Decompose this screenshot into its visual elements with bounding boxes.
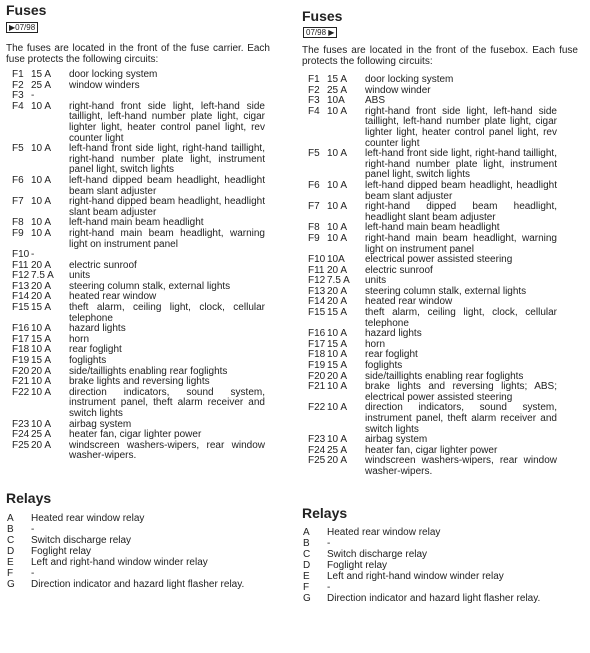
fuse-amperage: 15 A [31, 69, 52, 80]
fuse-id: F22 [12, 386, 30, 398]
fuse-amperage: - [31, 249, 35, 261]
fuse-amperage: 10 A [327, 402, 348, 414]
relay-description: - [327, 582, 331, 593]
relay-row [6, 524, 279, 535]
fuse-id: F17 [308, 338, 326, 350]
fuse-id: F25 [308, 455, 326, 467]
fuse-amperage: 10 A [327, 328, 348, 340]
fuse-amperage: 10 A [31, 344, 52, 356]
fuse-row [6, 229, 265, 250]
fuse-amperage: 25 A [31, 429, 52, 441]
fuse-amperage: 10 A [31, 227, 52, 239]
fuse-id: F21 [308, 381, 326, 393]
fuse-amperage: 20 A [327, 296, 348, 308]
relay-id: D [303, 560, 311, 571]
fuse-id: F17 [12, 333, 30, 345]
fuse-circuits: electric sunroof [69, 259, 137, 271]
fuse-id: F25 [12, 439, 30, 451]
fuse-circuits: hazard lights [69, 323, 126, 335]
fuse-amperage: 20 A [327, 285, 348, 297]
fuse-row [6, 81, 265, 92]
relay-description: Left and right-hand window winder relay [327, 571, 504, 582]
fuse-circuits: left-hand main beam headlight [365, 222, 500, 234]
fuse-amperage: 10 A [327, 105, 348, 117]
fuse-row [302, 149, 557, 181]
fuse-amperage: 25 A [31, 79, 52, 91]
fuse-row [6, 388, 265, 420]
fuse-amperage: 20 A [31, 291, 52, 303]
fuse-amperage: 15 A [327, 74, 348, 85]
fuse-id: F9 [308, 232, 320, 244]
relay-row [302, 571, 575, 582]
relay-description: - [31, 524, 35, 535]
relay-description: Foglight relay [31, 546, 92, 557]
fuse-circuits: door locking system [69, 69, 158, 80]
fuse-amperage: 7.5 A [327, 275, 350, 287]
fuse-circuits: right-hand dipped beam headlight, headlight slant beam adjuster [365, 201, 557, 223]
fuse-circuits: heater fan, cigar lighter power [365, 444, 498, 456]
relay-row [6, 535, 279, 546]
relay-row [6, 546, 279, 557]
relay-id: D [7, 546, 15, 557]
fuse-amperage: 15 A [327, 360, 348, 372]
fuse-circuits: theft alarm, ceiling light, clock, cellular telephone [365, 307, 557, 329]
fuse-circuits: windscreen washers-wipers, rear window washer-wipers. [69, 439, 265, 462]
fuse-circuits: left-hand dipped beam headlight, headlight beam slant adjuster [365, 179, 557, 202]
fuse-circuits: electric sunroof [365, 264, 433, 276]
fuse-circuits: brake lights and reversing lights [69, 376, 210, 388]
fuse-id: F7 [308, 201, 320, 213]
fuse-row [302, 456, 557, 477]
date-badge: 07/98 ▶ [303, 27, 337, 38]
relay-id: C [7, 535, 15, 546]
fuse-id: F13 [308, 285, 326, 297]
fuse-amperage: 10 A [31, 418, 52, 430]
fuse-amperage: 10A [327, 95, 345, 107]
fuse-amperage: 15 A [31, 355, 52, 367]
fuse-amperage: 15 A [327, 307, 348, 319]
fuse-circuits: left-hand dipped beam headlight, headlight beam slant adjuster [69, 174, 265, 197]
fuse-id: F2 [308, 84, 320, 96]
fuse-id: F11 [308, 264, 325, 276]
relay-row [302, 538, 575, 549]
relay-description: Switch discharge relay [327, 549, 428, 560]
fuse-row [302, 181, 557, 202]
fuse-circuits: horn [365, 338, 386, 350]
fuse-circuits: window winder [365, 84, 431, 96]
fuse-circuits: right-hand front side light, left-hand side taillight, left-hand number plate light, cigar lighter light, heater control panel light, rev counter light [69, 100, 265, 144]
relay-description: Left and right-hand window winder relay [31, 557, 208, 568]
fuse-circuits: hazard lights [365, 328, 422, 340]
date-badge: ▶07/98 [6, 22, 38, 33]
fuse-circuits: right-hand main beam headlight, warning light on instrument panel [69, 227, 265, 250]
fuse-circuits: rear foglight [365, 349, 418, 361]
fuse-circuits: theft alarm, ceiling light, clock, cellular telephone [69, 302, 265, 324]
fuse-circuits: foglights [365, 360, 403, 372]
fuse-row [6, 176, 265, 197]
fuse-id: F8 [308, 222, 320, 234]
fuse-amperage: 20 A [31, 259, 52, 271]
fuse-id: F5 [12, 143, 24, 155]
fuse-id: F6 [308, 179, 320, 191]
fuse-circuits: heater fan, cigar lighter power [69, 429, 202, 441]
relay-id: E [303, 571, 310, 582]
fuse-circuits: right-hand dipped beam headlight, headlight slant beam adjuster [69, 196, 265, 218]
relay-id: A [7, 513, 14, 524]
fuse-circuits: steering column stalk, external lights [69, 280, 231, 292]
fuse-circuits: right-hand front side light, left-hand side taillight, left-hand number plate light, cigar lighter light, heater control panel light, rev counter light [365, 105, 557, 149]
fuse-circuits: steering column stalk, external lights [365, 285, 527, 297]
fuse-amperage: 10 A [31, 143, 52, 155]
fuse-id: F2 [12, 79, 24, 91]
fuse-circuits: left-hand front side light, right-hand taillight, right-hand number plate light, instrument panel light, switch lights [69, 143, 265, 176]
fuse-amperage: 10 A [327, 232, 348, 244]
fuse-amperage: 20 A [327, 264, 348, 276]
relay-row [302, 582, 575, 593]
fuse-amperage: 20 A [31, 439, 52, 451]
fuse-row [302, 75, 557, 86]
relay-description: Direction indicator and hazard light flasher relay. [31, 579, 245, 590]
fuse-id: F20 [12, 365, 30, 377]
fuse-amperage: 15 A [327, 338, 348, 350]
fuse-id: F15 [308, 307, 326, 319]
fuse-amperage: 10 A [327, 434, 348, 446]
fuse-row [302, 234, 557, 255]
fuse-amperage: 20 A [31, 365, 52, 377]
fuse-id: F14 [308, 296, 326, 308]
relay-row [302, 549, 575, 560]
fuse-amperage: 10 A [31, 100, 52, 112]
fuse-id: F9 [12, 227, 24, 239]
relay-id: B [7, 524, 14, 535]
fuse-row [6, 441, 265, 462]
fuse-id: F22 [308, 402, 326, 414]
relay-id: B [303, 538, 310, 549]
fuse-circuits: window winders [69, 79, 140, 91]
relay-id: A [303, 527, 310, 538]
intro-text: The fuses are located in the front of the fusebox. Each fuse protects the following circuits: [302, 45, 578, 67]
fuse-id: F23 [12, 418, 30, 430]
relay-row [302, 593, 575, 604]
fuse-circuits: rear foglight [69, 344, 122, 356]
fuse-row [302, 107, 557, 149]
fuse-amperage: - [31, 90, 35, 102]
fuse-circuits: horn [69, 333, 90, 345]
fuse-id: F11 [12, 259, 29, 271]
fuse-amperage: 10 A [31, 196, 52, 208]
intro-text: The fuses are located in the front of the fuse carrier. Each fuse protects the following circuits: [6, 43, 270, 65]
relay-description: - [31, 568, 35, 579]
fuse-amperage: 10 A [327, 148, 348, 160]
fuse-id: F18 [12, 344, 30, 356]
relays-heading: Relays [302, 505, 348, 521]
relay-id: E [7, 557, 14, 568]
relay-description: Direction indicator and hazard light flasher relay. [327, 593, 541, 604]
fuse-list [6, 70, 265, 462]
fuse-amperage: 10A [327, 254, 345, 266]
fuse-circuits: direction indicators, sound system, instrument panel, theft alarm receiver and switch lights [69, 386, 265, 419]
relay-id: G [7, 579, 15, 590]
fuse-id: F18 [308, 349, 326, 361]
fuse-amperage: 10 A [31, 323, 52, 335]
relay-list [6, 513, 279, 590]
fuse-id: F15 [12, 302, 30, 314]
fuse-id: F12 [12, 270, 30, 282]
fuse-id: F6 [12, 174, 24, 186]
fuse-amperage: 10 A [31, 217, 52, 229]
fuse-amperage: 25 A [327, 444, 348, 456]
fuses-heading: Fuses [302, 8, 343, 24]
relay-description: Heated rear window relay [327, 527, 441, 538]
fuse-amperage: 10 A [327, 381, 348, 393]
fuse-id: F10 [12, 249, 30, 261]
fuse-circuits: door locking system [365, 74, 454, 85]
fuse-list [302, 75, 557, 478]
fuse-id: F19 [12, 355, 30, 367]
relay-row [302, 527, 575, 538]
fuse-amperage: 10 A [327, 349, 348, 361]
fuse-circuits: heated rear window [365, 296, 453, 308]
fuse-id: F14 [12, 291, 30, 303]
fuse-id: F4 [308, 105, 320, 117]
relay-id: C [303, 549, 311, 560]
relay-description: Heated rear window relay [31, 513, 145, 524]
fuse-id: F24 [12, 429, 30, 441]
fuse-circuits: brake lights and reversing lights; ABS; electrical power assisted steering [365, 381, 557, 403]
fuse-id: F20 [308, 370, 326, 382]
fuse-id: F23 [308, 434, 326, 446]
relay-id: G [303, 593, 311, 604]
fuse-id: F5 [308, 148, 320, 160]
fuse-id: F1 [12, 69, 24, 80]
fuse-row [302, 308, 557, 329]
relay-description: Switch discharge relay [31, 535, 132, 546]
fuse-amperage: 10 A [31, 174, 52, 186]
relay-row [6, 513, 279, 524]
fuse-circuits: side/taillights enabling rear foglights [365, 370, 524, 382]
fuse-id: F7 [12, 196, 24, 208]
fuse-amperage: 10 A [31, 386, 52, 398]
relay-row [6, 579, 279, 590]
fuse-row [6, 144, 265, 176]
relay-description: Foglight relay [327, 560, 388, 571]
fuse-circuits: foglights [69, 355, 107, 367]
fuse-amperage: 15 A [31, 333, 52, 345]
fuse-id: F21 [12, 376, 30, 388]
fuse-amperage: 20 A [327, 370, 348, 382]
relays-heading: Relays [6, 490, 52, 506]
fuse-amperage: 10 A [327, 179, 348, 191]
fuse-circuits: units [69, 270, 91, 282]
fuse-circuits: airbag system [365, 434, 428, 446]
relay-row [6, 568, 279, 579]
relay-row [302, 560, 575, 571]
fuse-id: F3 [12, 90, 24, 102]
fuse-circuits: units [365, 275, 387, 287]
fuse-row [6, 303, 265, 324]
fuses-heading: Fuses [6, 2, 47, 18]
fuse-circuits: airbag system [69, 418, 132, 430]
relay-list [302, 527, 575, 604]
fuse-circuits: windscreen washers-wipers, rear window washer-wipers. [365, 455, 557, 477]
fuse-id: F10 [308, 254, 326, 266]
fuse-id: F12 [308, 275, 326, 287]
relay-description: - [327, 538, 331, 549]
fuse-circuits: right-hand main beam headlight, warning light on instrument panel [365, 232, 557, 255]
relay-row [6, 557, 279, 568]
fuse-id: F13 [12, 280, 30, 292]
fuse-row [6, 70, 265, 81]
fuse-amperage: 7.5 A [31, 270, 54, 282]
fuse-row [6, 197, 265, 218]
fuse-amperage: 20 A [31, 280, 52, 292]
fuse-amperage: 10 A [327, 201, 348, 213]
fuse-amperage: 15 A [31, 302, 52, 314]
fuse-amperage: 10 A [327, 222, 348, 234]
fuse-id: F4 [12, 100, 24, 112]
fuse-amperage: 20 A [327, 455, 348, 467]
fuse-row [302, 202, 557, 223]
fuse-id: F8 [12, 217, 24, 229]
fuse-circuits: ABS [365, 95, 386, 107]
fuse-amperage: 10 A [31, 376, 52, 388]
fuse-id: F24 [308, 444, 326, 456]
fuse-circuits: heated rear window [69, 291, 157, 303]
fuse-circuits: side/taillights enabling rear foglights [69, 365, 228, 377]
fuse-circuits: left-hand front side light, right-hand taillight, right-hand number plate light, instrument panel light, switch lights [365, 148, 557, 181]
relay-id: F [303, 582, 310, 593]
fuse-id: F16 [12, 323, 30, 335]
fuse-row [302, 382, 557, 403]
fuse-id: F1 [308, 74, 320, 85]
fuse-row [6, 102, 265, 144]
fuse-amperage: 25 A [327, 84, 348, 96]
relay-id: F [7, 568, 14, 579]
fuse-circuits: left-hand main beam headlight [69, 217, 204, 229]
fuse-circuits: direction indicators, sound system, instrument panel, theft alarm receiver and switch lights [365, 402, 557, 435]
fuse-row [302, 403, 557, 435]
fuse-id: F19 [308, 360, 326, 372]
fuse-id: F16 [308, 328, 326, 340]
fuse-id: F3 [308, 95, 320, 107]
fuse-circuits: electrical power assisted steering [365, 254, 513, 266]
